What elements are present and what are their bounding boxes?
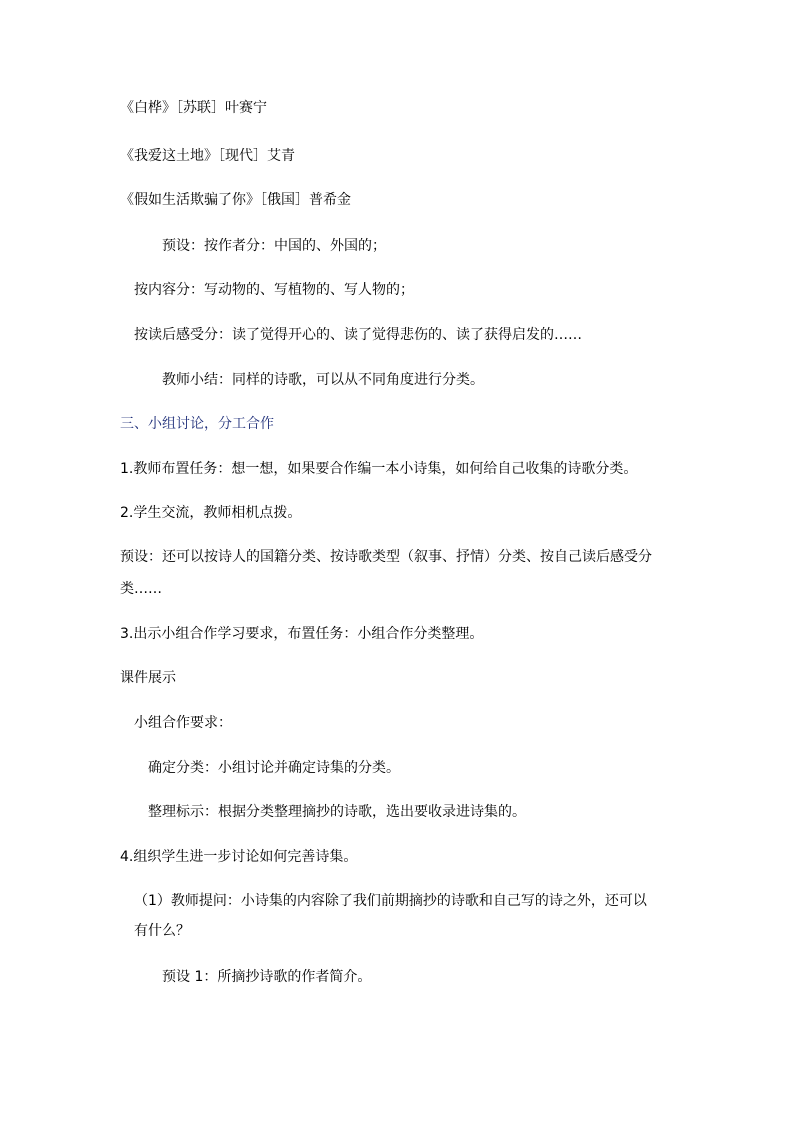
step-4-improve-anthology: 4.组织学生进一步讨论如何完善诗集。 <box>120 849 358 865</box>
teacher-question: （1）教师提问：小诗集的内容除了我们前期摘抄的诗歌和自己写的诗之外，还可以 <box>134 893 647 909</box>
teacher-question-cont: 有什么？ <box>134 923 190 939</box>
preset-more-categories: 预设：还可以按诗人的国籍分类、按诗歌类型（叙事、抒情）分类、按自己读后感受分 <box>120 549 652 565</box>
step-2-student-exchange: 2.学生交流，教师相机点拨。 <box>120 505 302 521</box>
step-3-group-requirements: 3.出示小组合作学习要求，布置任务：小组合作分类整理。 <box>120 626 484 642</box>
poem-entry-baihua: 《白桦》［苏联］叶赛宁 <box>120 100 267 116</box>
step-1-assign-task: 1.教师布置任务：想一想，如果要合作编一本小诗集，如何给自己收集的诗歌分类。 <box>120 461 638 477</box>
preset-by-author: 预设：按作者分：中国的、外国的； <box>162 238 386 254</box>
preset-more-categories-cont: 类…… <box>120 581 162 597</box>
teacher-summary: 教师小结：同样的诗歌，可以从不同角度进行分类。 <box>162 372 484 388</box>
poem-entry-jiaru-shenghuo: 《假如生活欺骗了你》［俄国］普希金 <box>120 192 351 208</box>
preset-1-author-intro: 预设 1：所摘抄诗歌的作者简介。 <box>162 969 372 985</box>
requirement-organize-label: 整理标示：根据分类整理摘抄的诗歌，选出要收录进诗集的。 <box>148 804 526 820</box>
requirement-confirm-category: 确定分类：小组讨论并确定诗集的分类。 <box>148 760 400 776</box>
preset-by-content: 按内容分：写动物的、写植物的、写人物的； <box>134 282 414 298</box>
group-requirements-title: 小组合作要求： <box>134 715 232 731</box>
preset-by-feeling: 按读后感受分：读了觉得开心的、读了觉得悲伤的、读了获得启发的…… <box>134 327 582 343</box>
section-heading-group-discussion: 三、小组讨论，分工合作 <box>120 416 274 432</box>
poem-entry-woai-zhe-tudi: 《我爱这土地》［现代］艾青 <box>120 148 295 164</box>
courseware-display: 课件展示 <box>120 670 176 686</box>
